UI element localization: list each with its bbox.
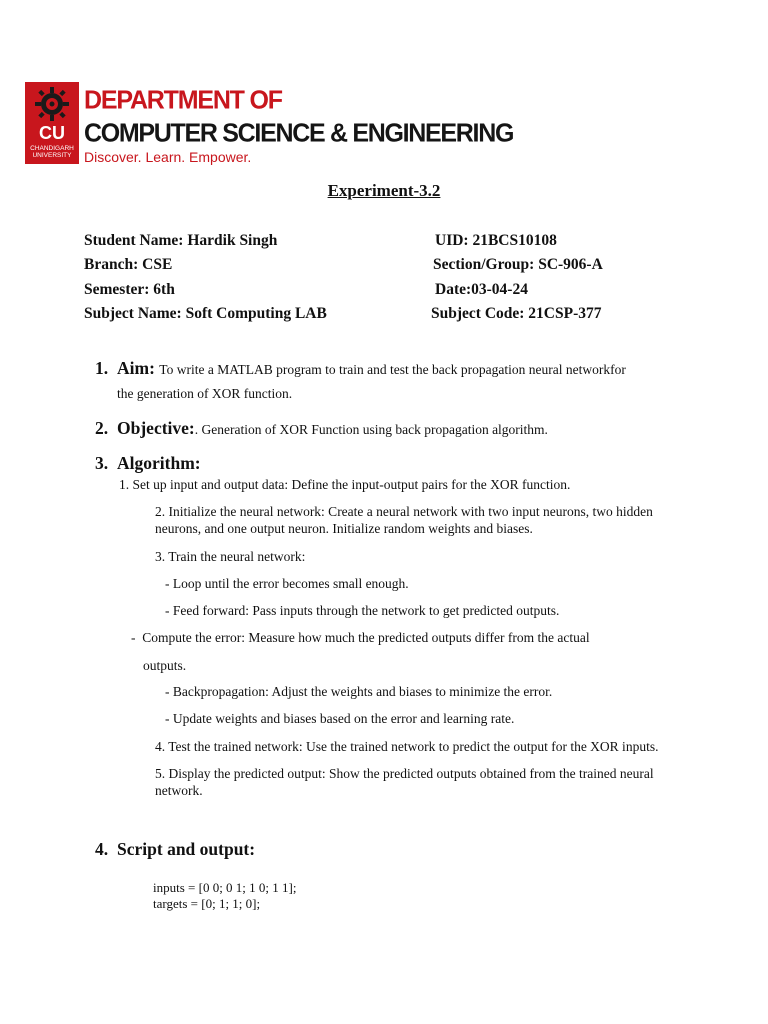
script-number: 4. [95,839,109,859]
logo-abbrev: CU [39,123,65,143]
algorithm-substep-loop: - Loop until the error becomes small enough. [165,576,409,591]
algorithm-substep-error: - Compute the error: Measure how much the predicted outputs differ from the actual [131,630,590,645]
aim-text-continued: the generation of XOR function. [117,386,293,401]
uid: UID: 21BCS10108 [435,232,557,249]
algorithm-step-1: 1. Set up input and output data: Define the input-output pairs for the XOR function. [119,477,571,492]
section-group: Section/Group: SC-906-A [433,256,603,273]
algorithm-step-2: 2. Initialize the neural network: Create a neural network with two input neurons, two hidden [155,504,653,519]
objective-text: . Generation of XOR Function using back propagation algorithm. [194,422,548,437]
aim-label: Aim: [117,358,155,378]
experiment-title: Experiment-3.2 [327,181,441,200]
branch: Branch: CSE [84,256,173,273]
algorithm-step-2-cont: neurons, and one output neuron. Initialize random weights and biases. [155,521,533,536]
algorithm-step-5: 5. Display the predicted output: Show the predicted outputs obtained from the trained neural [155,766,654,781]
subject-code: Subject Code: 21CSP-377 [431,305,602,322]
student-name: Student Name: Hardik Singh [84,232,278,249]
algorithm-step-5-cont: network. [155,783,203,798]
code-line-targets: targets = [0; 1; 1; 0]; [153,896,261,911]
objective-number: 2. [95,418,109,438]
date: Date:03-04-24 [435,281,528,298]
objective-label: Objective: [117,418,195,438]
aim-heading [117,358,626,380]
algorithm-number: 3. [95,453,109,473]
script-heading: Script and output: [117,839,256,859]
gear-emblem-icon [30,84,74,124]
logo-university-name: CHANDIGARH UNIVERSITY [30,145,74,159]
algorithm-heading: Algorithm: [117,453,201,473]
algorithm-step-4: 4. Test the trained network: Use the trained network to predict the output for the XOR inputs. [155,739,659,754]
algorithm-substep-error-cont: outputs. [143,658,187,673]
algorithm-step-3: 3. Train the neural network: [155,549,306,564]
algorithm-substep-backprop: - Backpropagation: Adjust the weights and biases to minimize the error. [165,684,553,699]
code-line-inputs: inputs = [0 0; 0 1; 1 0; 1 1]; [153,880,297,895]
objective-heading [117,418,548,440]
tagline: Discover. Learn. Empower. [84,149,252,165]
aim-text: To write a MATLAB program to train and test the back propagation neural networkfor [159,362,626,377]
department-title-line2: COMPUTER SCIENCE & ENGINEERING [84,118,514,148]
algorithm-substep-update: - Update weights and biases based on the error and learning rate. [165,711,515,726]
subject-name: Subject Name: Soft Computing LAB [84,305,327,322]
algorithm-substep-feedforward: - Feed forward: Pass inputs through the network to get predicted outputs. [165,603,560,618]
semester: Semester: 6th [84,281,175,298]
department-title-line1: DEPARTMENT OF [84,85,282,115]
aim-number: 1. [95,358,109,378]
